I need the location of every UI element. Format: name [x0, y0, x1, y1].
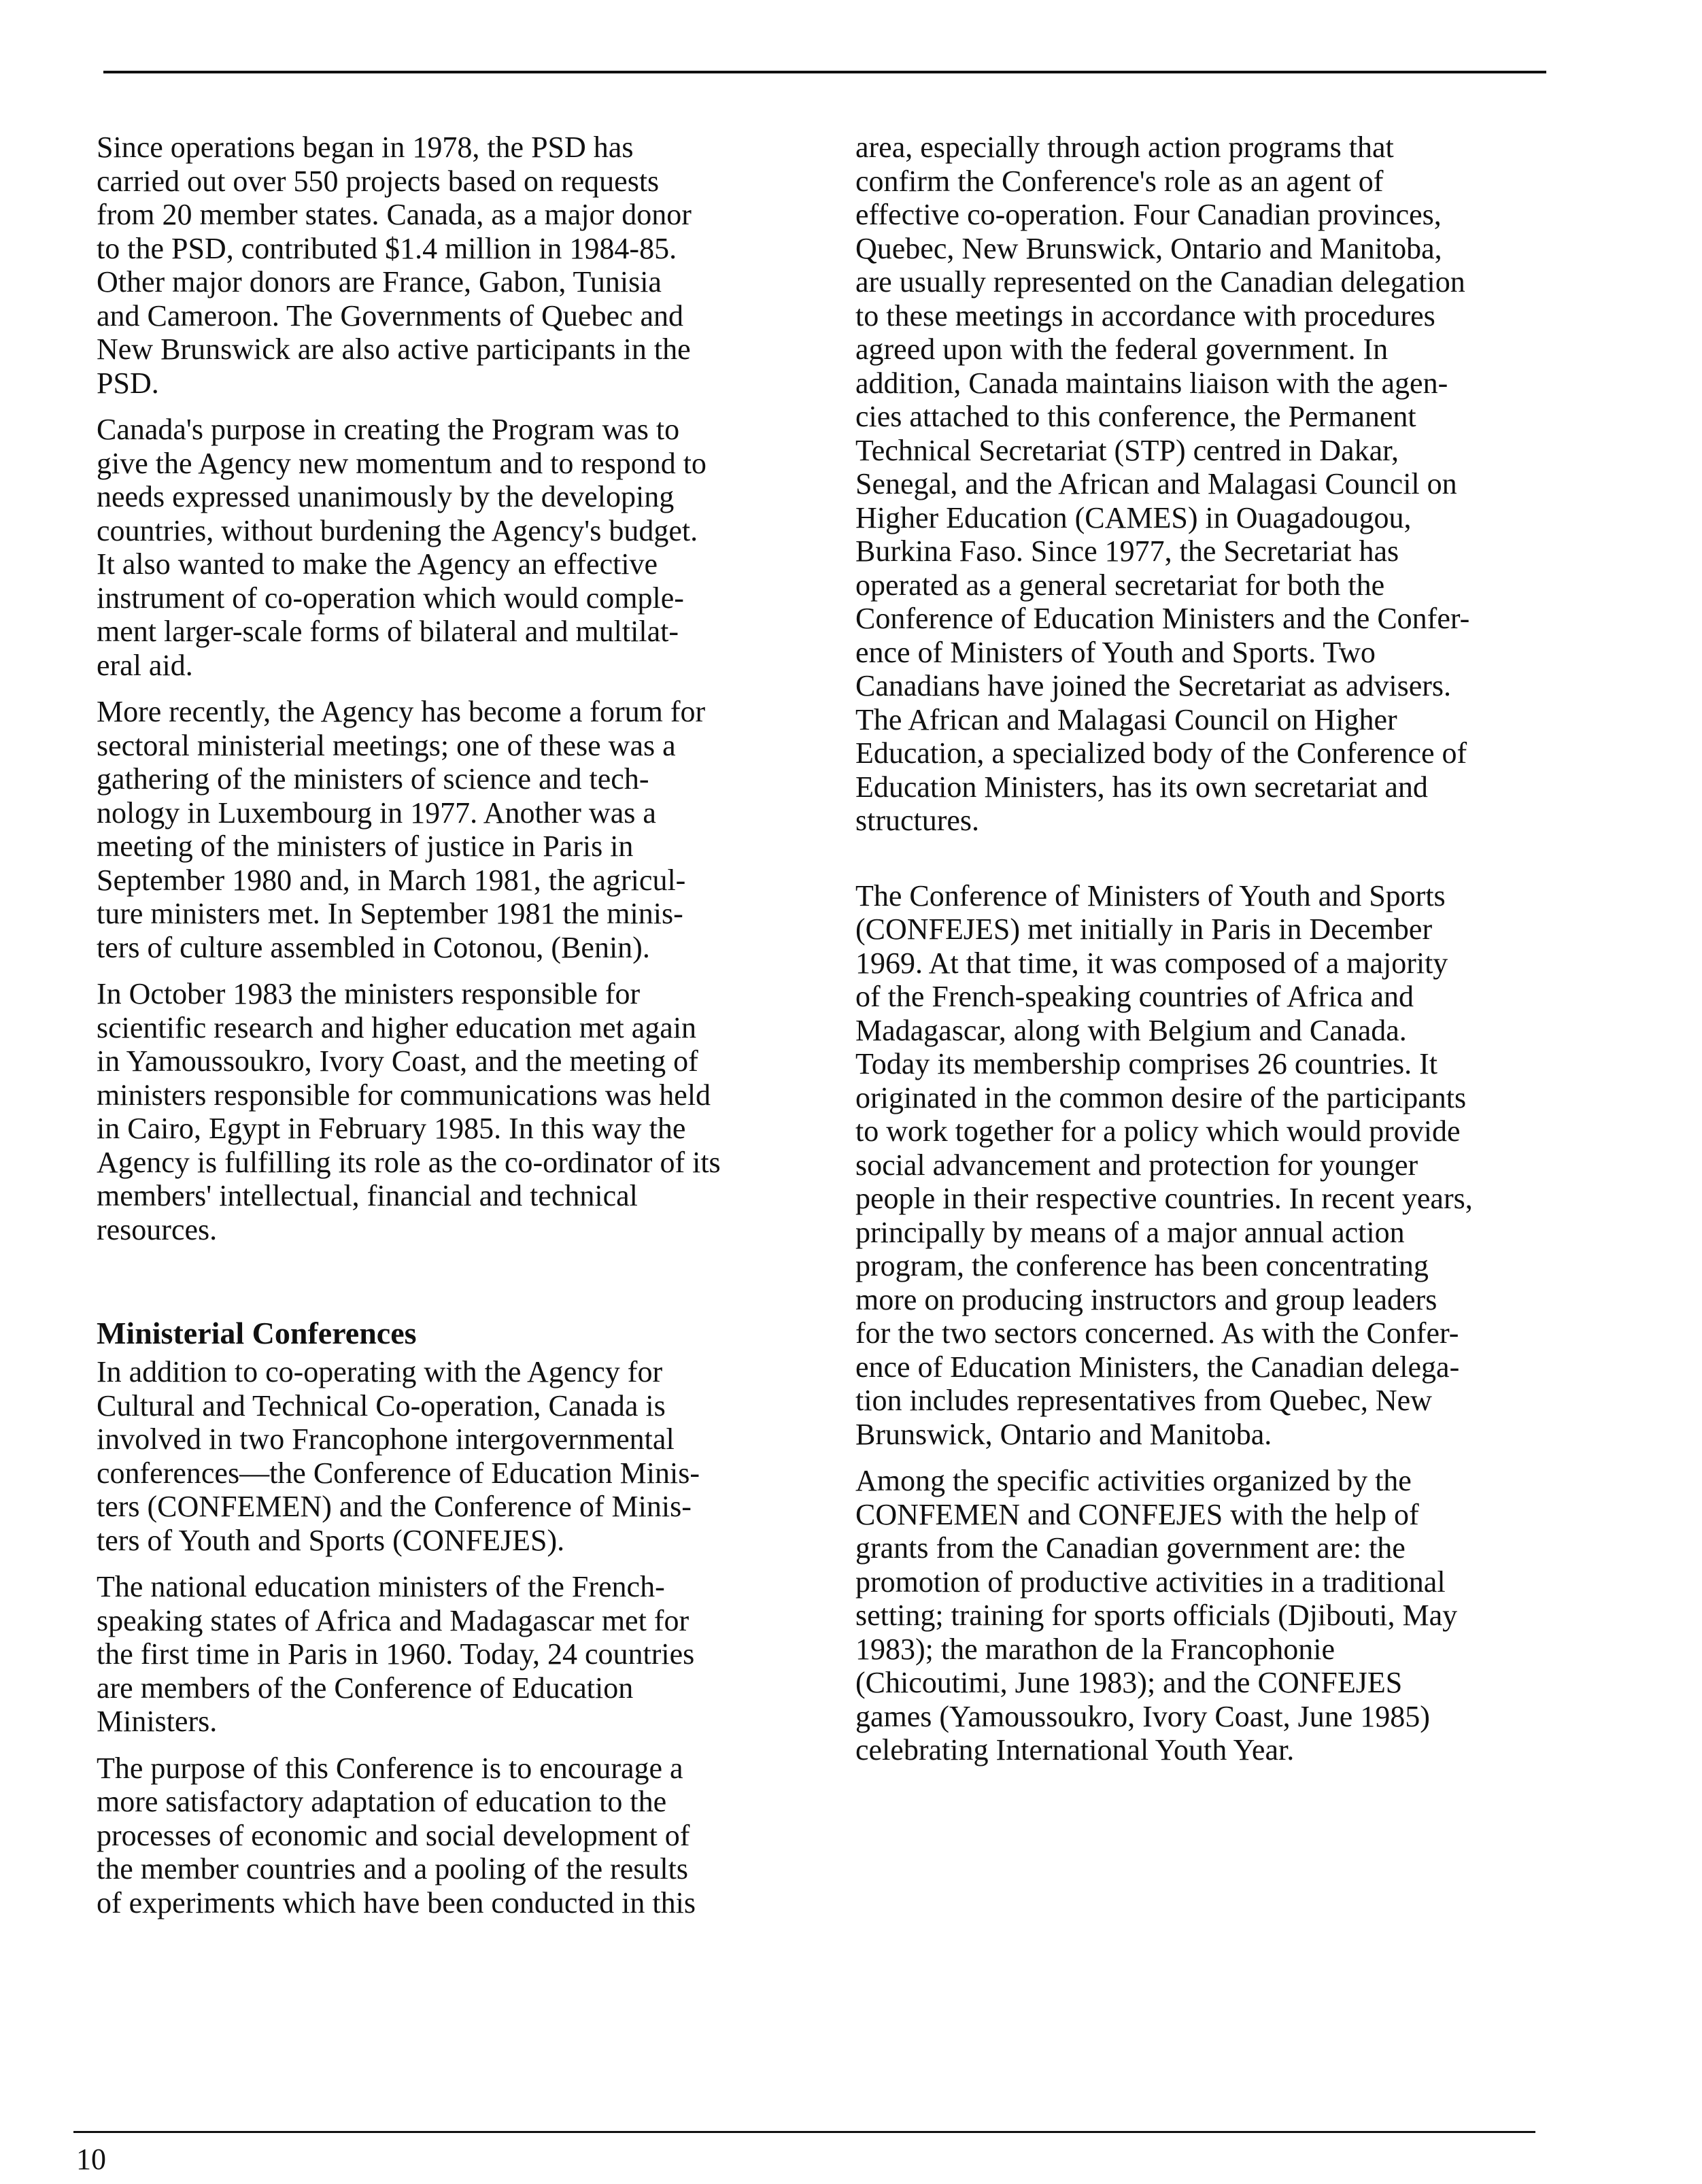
text-line: carried out over 550 projects based on requests [97, 164, 660, 198]
paragraph [97, 1752, 783, 1920]
text-line: more on producing instructors and group leaders [855, 1282, 1437, 1316]
text-line: ture ministers met. In September 1981 the minis- [97, 897, 683, 930]
text-line: originated in the common desire of the participants [855, 1080, 1467, 1114]
right-column-spacer [855, 851, 1535, 879]
text-line: processes of economic and social development of [97, 1818, 690, 1852]
text-line: More recently, the Agency has become a forum for [97, 695, 706, 728]
text-line: (Chicoutimi, June 1983); and the CONFEJES [855, 1666, 1403, 1699]
text-line: the first time in Paris in 1960. Today, 24 countries [97, 1637, 695, 1671]
text-line: structures. [855, 804, 980, 837]
text-line: (CONFEJES) met initially in Paris in December [855, 912, 1433, 946]
text-line: Ministers. [97, 1705, 218, 1738]
text-line: It also wanted to make the Agency an effective [97, 547, 658, 581]
text-line: people in their respective countries. In recent years, [855, 1182, 1473, 1215]
text-line: Agency is fulfilling its role as the co-ordinator of its [97, 1145, 721, 1179]
text-line: of the French-speaking countries of Africa and [855, 980, 1414, 1013]
text-line: addition, Canada maintains liaison with the agen- [855, 366, 1448, 400]
text-line: from 20 member states. Canada, as a major donor [97, 198, 692, 231]
left-column [97, 131, 783, 1932]
text-line: gathering of the ministers of science and tech- [97, 762, 649, 796]
text-line: Conference of Education Ministers and the Confer- [855, 602, 1470, 635]
text-line: Education Ministers, has its own secretariat and [855, 770, 1428, 804]
right-paragraphs-top [855, 131, 1535, 838]
left-paragraphs-before-heading [97, 131, 783, 1246]
text-line: scientific research and higher education met again [97, 1010, 697, 1044]
text-line: In addition to co-operating with the Agency for [97, 1355, 663, 1388]
section-heading-ministerial-conferences: Ministerial Conferences [97, 1316, 417, 1350]
right-paragraphs-bottom [855, 879, 1535, 1767]
text-line: resources. [97, 1212, 218, 1246]
text-line: grants from the Canadian government are: the [855, 1531, 1406, 1565]
text-line: Brunswick, Ontario and Manitoba. [855, 1417, 1272, 1451]
text-line: confirm the Conference's role as an agent of [855, 164, 1384, 198]
text-line: Canadians have joined the Secretariat as advisers. [855, 669, 1452, 702]
text-line: eral aid. [97, 648, 193, 682]
text-line: The Conference of Ministers of Youth and Sports [855, 878, 1446, 912]
bottom-rule [73, 2131, 1535, 2133]
paragraph [97, 413, 783, 682]
paragraph [97, 977, 783, 1246]
text-line: CONFEMEN and CONFEJES with the help of [855, 1497, 1419, 1531]
text-line: ministers responsible for communications was held [97, 1078, 711, 1112]
paragraph [855, 879, 1535, 1452]
text-line: area, especially through action programs that [855, 131, 1394, 164]
page-number: 10 [76, 2143, 106, 2176]
text-line: Technical Secretariat (STP) centred in Dakar, [855, 433, 1399, 467]
text-line: are members of the Conference of Education [97, 1671, 634, 1705]
paragraph [97, 1355, 783, 1557]
paragraph [855, 1464, 1535, 1767]
right-column [855, 131, 1535, 1780]
text-line: to these meetings in accordance with procedures [855, 298, 1435, 332]
text-line: principally by means of a major annual action [855, 1215, 1405, 1249]
top-rule [103, 71, 1546, 73]
text-line: of experiments which have been conducted in this [97, 1886, 696, 1919]
text-line: games (Yamoussoukro, Ivory Coast, June 1985) [855, 1699, 1430, 1733]
text-line: ters (CONFEMEN) and the Conference of Minis- [97, 1490, 692, 1523]
text-line: speaking states of Africa and Madagascar met for [97, 1603, 690, 1637]
text-line: cies attached to this conference, the Permanent [855, 400, 1416, 433]
text-line: ters of culture assembled in Cotonou, (Benin). [97, 930, 650, 964]
text-line: Canada's purpose in creating the Program was to [97, 413, 680, 446]
text-line: Senegal, and the African and Malagasi Council on [855, 467, 1457, 500]
left-paragraphs-after-heading [97, 1355, 783, 1919]
text-line: 1983); the marathon de la Francophonie [855, 1632, 1335, 1666]
text-line: effective co-operation. Four Canadian provinces, [855, 198, 1442, 231]
text-line: in Cairo, Egypt in February 1985. In this way the [97, 1112, 686, 1145]
text-line: Among the specific activities organized by the [855, 1464, 1412, 1497]
text-line: September 1980 and, in March 1981, the agricul- [97, 863, 686, 897]
text-line: Cultural and Technical Co-operation, Canada is [97, 1388, 666, 1422]
text-line: New Brunswick are also active participants in the [97, 332, 691, 366]
text-line: The purpose of this Conference is to encourage a [97, 1751, 683, 1785]
text-line: The African and Malagasi Council on Higher [855, 702, 1397, 736]
text-line: give the Agency new momentum and to respond to [97, 446, 707, 480]
text-line: and Cameroon. The Governments of Quebec and [97, 298, 684, 332]
text-line: ence of Education Ministers, the Canadian delega- [855, 1350, 1460, 1384]
text-line: ters of Youth and Sports (CONFEJES). [97, 1523, 565, 1557]
text-line: The national education ministers of the French- [97, 1570, 665, 1603]
text-line: In October 1983 the ministers responsible for [97, 977, 641, 1010]
text-line: instrument of co-operation which would comple- [97, 581, 684, 615]
text-line: to work together for a policy which would provide [855, 1114, 1461, 1148]
text-line: Burkina Faso. Since 1977, the Secretariat has [855, 534, 1399, 568]
text-line: social advancement and protection for younger [855, 1148, 1418, 1182]
paragraph [855, 131, 1535, 838]
text-line: sectoral ministerial meetings; one of these was a [97, 728, 676, 762]
text-line: Since operations began in 1978, the PSD has [97, 131, 634, 164]
text-line: operated as a general secretariat for both the [855, 568, 1385, 602]
text-line: countries, without burdening the Agency's budget. [97, 513, 698, 547]
text-line: setting; training for sports officials (Djibouti, May [855, 1599, 1458, 1632]
text-line: 1969. At that time, it was composed of a majority [855, 946, 1448, 980]
text-line: agreed upon with the federal government. In [855, 332, 1389, 366]
paragraph [97, 131, 783, 400]
text-line: Higher Education (CAMES) in Ouagadougou, [855, 500, 1412, 534]
text-line: members' intellectual, financial and technical [97, 1179, 638, 1212]
text-line: Quebec, New Brunswick, Ontario and Manitoba, [855, 231, 1442, 265]
text-line: to the PSD, contributed $1.4 million in 1984-85. [97, 231, 677, 265]
text-line: Madagascar, along with Belgium and Canada. [855, 1013, 1407, 1047]
text-line: Today its membership comprises 26 countries. It [855, 1047, 1437, 1080]
paragraph [97, 695, 783, 964]
text-line: promotion of productive activities in a traditional [855, 1565, 1446, 1599]
text-line: tion includes representatives from Quebec, New [855, 1384, 1432, 1417]
text-line: involved in two Francophone intergovernmental [97, 1422, 675, 1456]
text-line: PSD. [97, 366, 159, 400]
text-line: program, the conference has been concentrating [855, 1249, 1429, 1282]
text-line: ence of Ministers of Youth and Sports. Two [855, 635, 1376, 669]
text-line: are usually represented on the Canadian delegation [855, 265, 1465, 298]
text-line: meeting of the ministers of justice in Paris in [97, 830, 634, 863]
text-line: nology in Luxembourg in 1977. Another was a [97, 796, 656, 830]
text-line: ment larger-scale forms of bilateral and multilat- [97, 615, 679, 648]
text-line: more satisfactory adaptation of education to the [97, 1785, 667, 1818]
text-line: Education, a specialized body of the Conference of [855, 736, 1467, 770]
text-line: in Yamoussoukro, Ivory Coast, and the meeting of [97, 1044, 698, 1078]
text-line: needs expressed unanimously by the developing [97, 480, 675, 513]
text-line: conferences—the Conference of Education Minis- [97, 1456, 700, 1490]
text-line: for the two sectors concerned. As with the Confer- [855, 1316, 1459, 1350]
heading-spacer [97, 1259, 783, 1316]
text-line: Other major donors are France, Gabon, Tunisia [97, 265, 662, 298]
text-line: celebrating International Youth Year. [855, 1733, 1295, 1767]
text-line: the member countries and a pooling of the results [97, 1852, 688, 1886]
paragraph [97, 1570, 783, 1739]
